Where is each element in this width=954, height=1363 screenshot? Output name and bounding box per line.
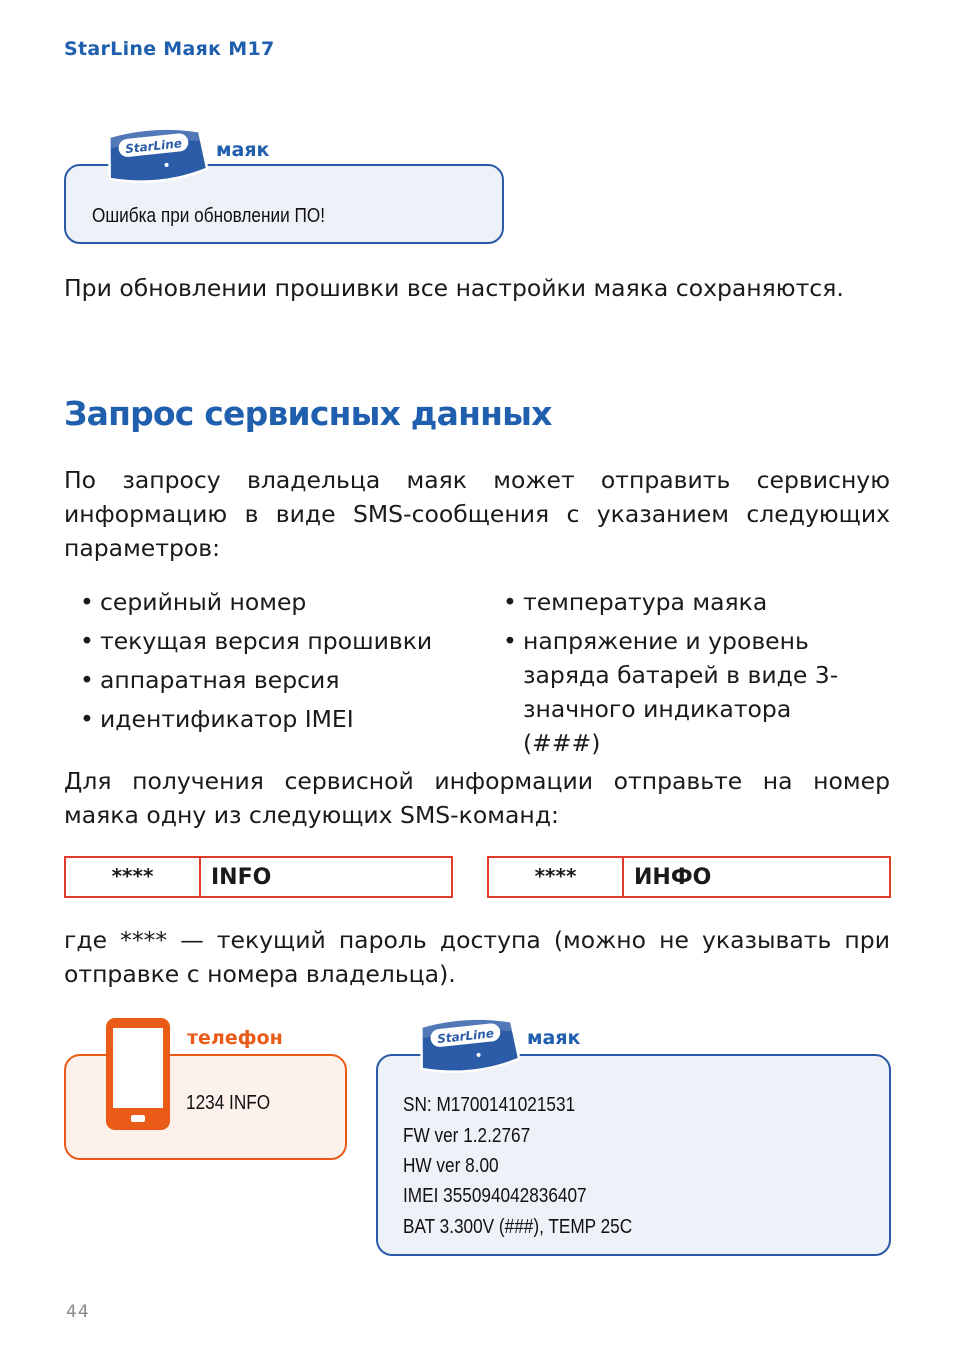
intro-paragraph: По запросу владельца маяк может отправить сервисную информацию в виде SMS-сообщения с указанием следующих параметров: (64, 466, 890, 562)
starline-device-icon (410, 1012, 526, 1088)
sms-reply-line: HW ver 8.00 (403, 1155, 499, 1177)
list-item: • аппаратная версия (80, 663, 480, 697)
sms-phone-text: 1234 INFO (186, 1092, 271, 1114)
command-password-cell: **** (66, 858, 201, 896)
command-table-info (64, 856, 453, 898)
phone-icon (104, 1016, 172, 1132)
device-brand-text: StarLine (124, 136, 183, 157)
sms-reply-label: маяк (527, 1027, 581, 1049)
sms-reply-line: BAT 3.300V (###), TEMP 25C (403, 1216, 633, 1238)
sms-reply-line: SN: M1700141021531 (403, 1094, 576, 1116)
page-number: 44 (66, 1302, 90, 1322)
list-item: • температура маяка (503, 585, 888, 619)
bullet-list-left (80, 585, 480, 741)
commands-paragraph: Для получения сервисной информации отправьте на номер маяка одну из следующих SMS-команд: (64, 767, 890, 829)
sms-reply-line: IMEI 355094042836407 (403, 1185, 587, 1207)
list-item: • идентификатор IMEI (80, 702, 480, 736)
sms-error-label: маяк (216, 139, 270, 161)
section-title: Запрос сервисных данных (64, 394, 552, 433)
list-item: • текущая версия прошивки (80, 624, 480, 658)
command-cell: ИНФО (634, 865, 712, 890)
password-note: где **** — текущий пароль доступа (можно не указывать при отправке с номера владельца). (64, 926, 890, 988)
command-password-cell: **** (489, 858, 624, 896)
sms-error-text: Ошибка при обновлении ПО! (92, 205, 325, 227)
sms-reply-line: FW ver 1.2.2767 (403, 1125, 531, 1147)
running-header: StarLine Маяк M17 (64, 38, 275, 60)
command-cell: INFO (211, 865, 272, 890)
list-item: • напряжение и уровень заряда батарей в виде 3-значного индикатора (###) (503, 624, 843, 760)
bullet-list-right (503, 585, 888, 760)
list-item: • серийный номер (80, 585, 480, 619)
device-brand-text: StarLine (436, 1026, 495, 1047)
firmware-note: При обновлении прошивки все настройки маяка сохраняются. (64, 274, 844, 302)
sms-phone-label: телефон (187, 1027, 283, 1049)
command-table-info-ru (487, 856, 891, 898)
starline-device-icon (98, 122, 214, 198)
